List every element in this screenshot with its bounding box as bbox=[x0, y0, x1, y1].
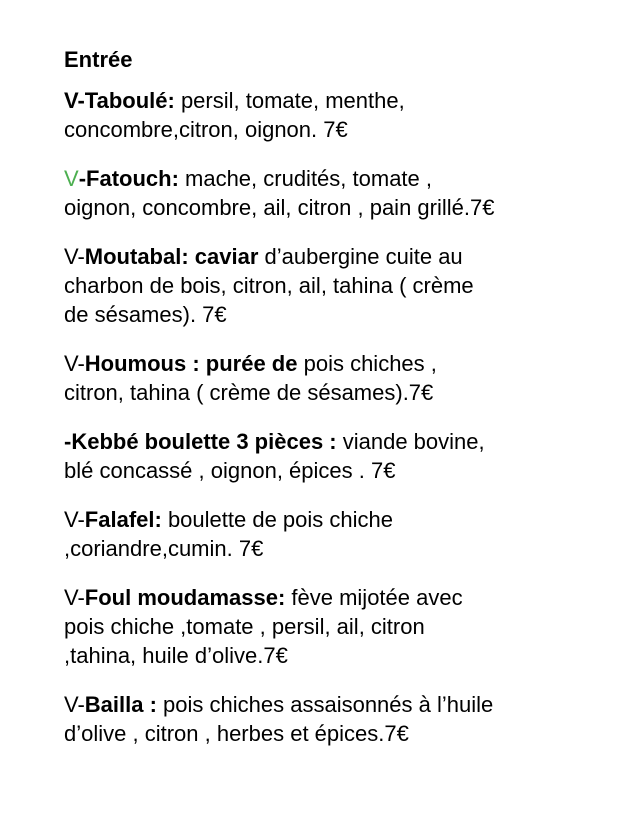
item-name: Houmous : purée de bbox=[84, 351, 298, 376]
item-name: Taboulé: bbox=[84, 88, 175, 113]
item-line-3: ,tahina, huile d’olive.7€ bbox=[64, 643, 288, 668]
section-title: Entrée bbox=[64, 47, 133, 72]
item-prefix: V- bbox=[64, 351, 85, 376]
item-description: persil, tomate, menthe, bbox=[174, 88, 405, 113]
item-line-2: blé concassé , oignon, épices . 7€ bbox=[64, 458, 396, 483]
item-prefix: V- bbox=[64, 244, 85, 269]
item-line-2: concombre,citron, oignon. 7€ bbox=[64, 117, 348, 142]
item-line-1 bbox=[64, 349, 624, 378]
item-name: Falafel: bbox=[84, 507, 162, 532]
item-prefix: V- bbox=[64, 692, 85, 717]
item-line-2: charbon de bois, citron, ail, tahina ( crème bbox=[64, 273, 474, 298]
item-line-2: ,coriandre,cumin. 7€ bbox=[64, 536, 264, 561]
item-prefix: V- bbox=[64, 507, 85, 532]
item-name: -Fatouch: bbox=[78, 166, 179, 191]
vegetarian-marker: V bbox=[64, 166, 79, 191]
item-line-1 bbox=[64, 86, 624, 115]
menu bbox=[64, 44, 624, 768]
item-name: Foul moudamasse: bbox=[84, 585, 286, 610]
item-line-1 bbox=[64, 505, 624, 534]
item-line-1 bbox=[64, 164, 624, 193]
item-description: pois chiches , bbox=[297, 351, 437, 376]
item-name: Moutabal: caviar bbox=[84, 244, 259, 269]
item-line-1 bbox=[64, 583, 624, 612]
item-line-1 bbox=[64, 427, 624, 456]
item-description: fève mijotée avec bbox=[285, 585, 463, 610]
menu-item-falafel bbox=[64, 505, 624, 563]
item-line-2: pois chiche ,tomate , persil, ail, citron bbox=[64, 614, 425, 639]
item-line-2: citron, tahina ( crème de sésames).7€ bbox=[64, 380, 434, 405]
item-line-3: de sésames). 7€ bbox=[64, 302, 227, 327]
item-prefix: V- bbox=[64, 88, 85, 113]
menu-item-foul-moudamasse bbox=[64, 583, 624, 670]
menu-item-bailla bbox=[64, 690, 624, 748]
item-description: d’aubergine cuite au bbox=[258, 244, 463, 269]
menu-item-moutabal bbox=[64, 242, 624, 329]
item-description: mache, crudités, tomate , bbox=[178, 166, 432, 191]
item-line-2: d’olive , citron , herbes et épices.7€ bbox=[64, 721, 409, 746]
item-name: -Kebbé boulette 3 pièces : bbox=[64, 429, 337, 454]
menu-item-taboule bbox=[64, 86, 624, 144]
item-line-1 bbox=[64, 242, 624, 271]
menu-item-houmous bbox=[64, 349, 624, 407]
item-line-2: oignon, concombre, ail, citron , pain grillé.7€ bbox=[64, 195, 495, 220]
menu-item-fatouch bbox=[64, 164, 624, 222]
item-prefix: V- bbox=[64, 585, 85, 610]
item-description: pois chiches assaisonnés à l’huile bbox=[156, 692, 494, 717]
item-name: Bailla : bbox=[84, 692, 157, 717]
menu-item-kebbe bbox=[64, 427, 624, 485]
item-line-1 bbox=[64, 690, 624, 719]
item-description: viande bovine, bbox=[336, 429, 485, 454]
item-description: boulette de pois chiche bbox=[161, 507, 393, 532]
